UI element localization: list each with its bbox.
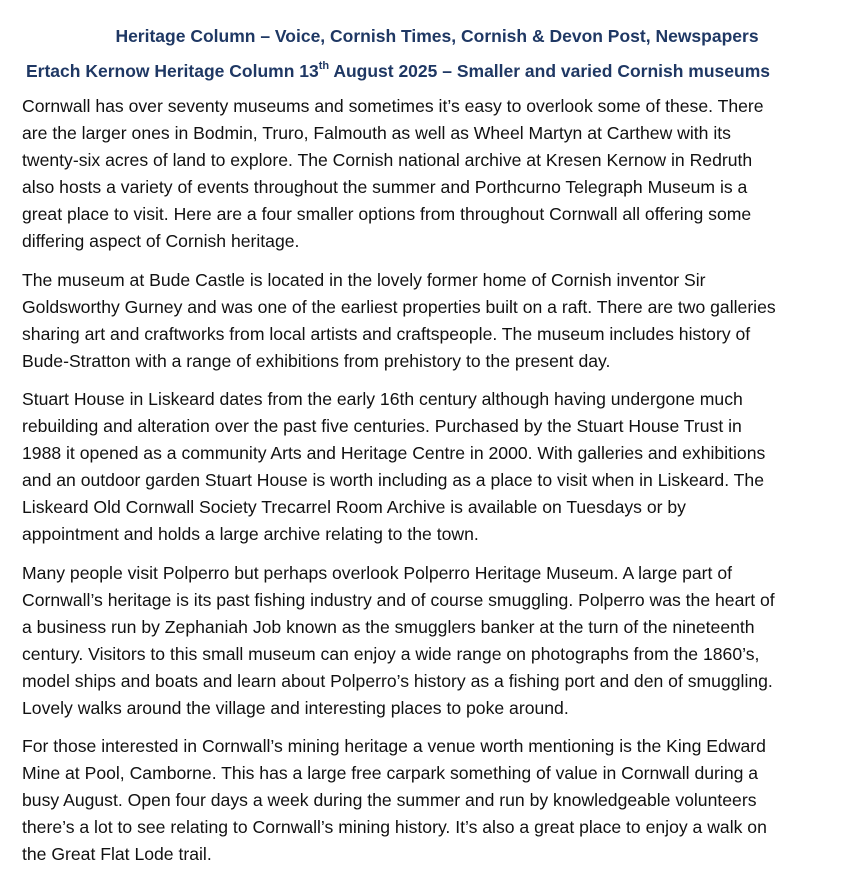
- paragraph-line: Mine at Pool, Camborne. This has a large free carpark something of value in Cornwall during a: [22, 763, 759, 784]
- paragraph-line: and an outdoor garden Stuart House is worth including as a place to visit when in Liskeard. The: [22, 470, 764, 491]
- paragraph-line: Many people visit Polperro but perhaps overlook Polperro Heritage Museum. A large part of: [22, 562, 732, 583]
- paragraph-line: are the larger ones in Bodmin, Truro, Falmouth as well as Wheel Martyn at Carthew with its: [22, 123, 731, 144]
- paragraph-line: rebuilding and alteration over the past five centuries. Purchased by the Stuart House Trust in: [22, 416, 742, 437]
- paragraph-polperro: [22, 560, 852, 723]
- paragraph-line: century. Visitors to this small museum can enjoy a wide range on photographs from the 1860’s,: [22, 643, 760, 664]
- paragraph-line: great place to visit. Here are a four smaller options from throughout Cornwall all offering some: [22, 204, 752, 225]
- paragraph-line: model ships and boats and learn about Polperro’s history as a fishing port and den of smuggling.: [22, 670, 773, 691]
- subtitle-suffix: August 2025 – Smaller and varied Cornish museums: [329, 61, 771, 81]
- paragraph-line: also hosts a variety of events throughout the summer and Porthcurno Telegraph Museum is a: [22, 177, 748, 198]
- paragraph-line: busy August. Open four days a week during the summer and run by knowledgeable volunteers: [22, 790, 757, 811]
- paragraph-line: The museum at Bude Castle is located in the lovely former home of Cornish inventor Sir: [22, 269, 706, 290]
- paragraph-line: twenty-six acres of land to explore. The Cornish national archive at Kresen Kernow in Redruth: [22, 150, 753, 171]
- paragraph-line: Cornwall has over seventy museums and sometimes it’s easy to overlook some of these. There: [22, 96, 764, 116]
- paragraph-king-edward-mine: [22, 733, 852, 868]
- paragraph-line: appointment and holds a large archive relating to the town.: [22, 524, 479, 545]
- subtitle-prefix: Ertach Kernow Heritage Column 13: [26, 61, 319, 81]
- paragraph-line: Bude-Stratton with a range of exhibitions from prehistory to the present day.: [22, 350, 611, 371]
- document-page: [22, 24, 852, 880]
- paragraph-intro: [22, 93, 852, 256]
- paragraph-line: Liskeard Old Cornwall Society Trecarrel Room Archive is available on Tuesdays or by: [22, 497, 686, 518]
- paragraph-line: sharing art and craftworks from local artists and craftspeople. The museum includes history of: [22, 323, 751, 344]
- subtitle-ordinal: th: [318, 60, 330, 73]
- column-subtitle: [26, 59, 852, 83]
- paragraph-line: 1988 it opened as a community Arts and Heritage Centre in 2000. With galleries and exhibitions: [22, 443, 766, 464]
- paragraph-bude-castle: [22, 267, 852, 375]
- paragraph-line: Lovely walks around the village and interesting places to poke around.: [22, 697, 569, 718]
- paragraph-line: Goldsworthy Gurney and was one of the earliest properties built on a raft. There are two galleries: [22, 296, 776, 317]
- paragraph-stuart-house: [22, 386, 852, 549]
- paragraph-line: For those interested in Cornwall’s mining heritage a venue worth mentioning is the King Edward: [22, 736, 766, 757]
- paragraph-line: Stuart House in Liskeard dates from the early 16th century although having undergone much: [22, 388, 743, 409]
- paragraph-line: the Great Flat Lode trail.: [22, 844, 212, 865]
- paragraph-line: Cornwall’s heritage is its past fishing industry and of course smuggling. Polperro was the heart of: [22, 589, 775, 610]
- column-title: Heritage Column – Voice, Cornish Times, Cornish & Devon Post, Newspapers: [115, 26, 759, 46]
- paragraph-line: differing aspect of Cornish heritage.: [22, 231, 300, 252]
- paragraph-line: there’s a lot to see relating to Cornwall’s mining history. It’s also a great place to enjoy a walk on: [22, 817, 767, 838]
- paragraph-line: a business run by Zephaniah Job known as the smugglers banker at the turn of the nineteenth: [22, 616, 755, 637]
